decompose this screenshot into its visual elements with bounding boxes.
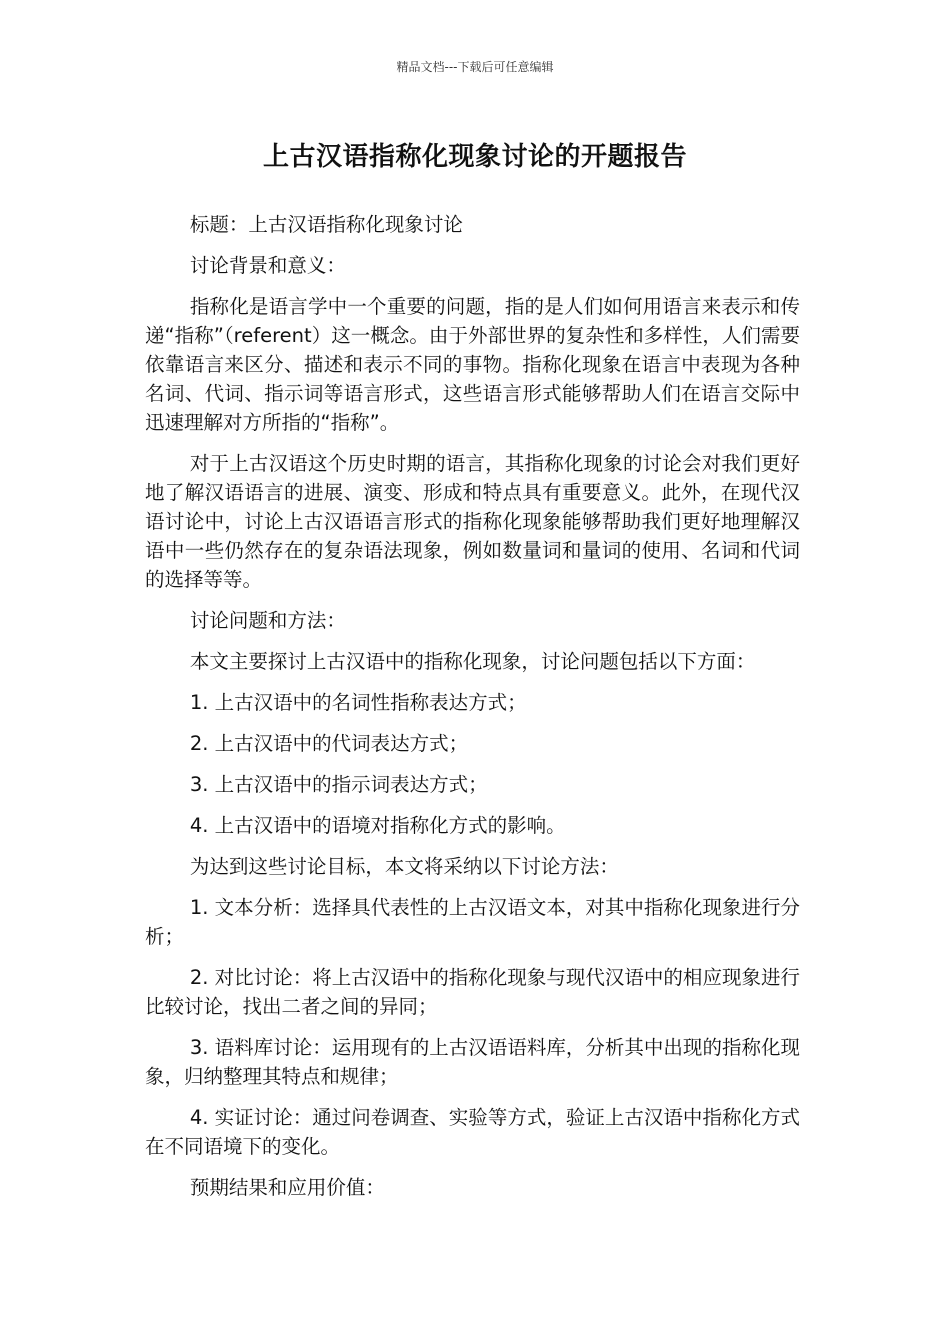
list-item-question-3: 3. 上古汉语中的指示词表达方式； bbox=[189, 773, 488, 796]
list-item-method-2: 2. 对比讨论：将上古汉语中的指称化现象与现代汉语中的相应现象进行比较讨论，找出二者之间的异同； bbox=[145, 966, 800, 1018]
section-heading-results: 预期结果和应用价值： bbox=[189, 1176, 385, 1199]
document-title: 上古汉语指称化现象讨论的开题报告 bbox=[262, 142, 687, 172]
list-item-question-2: 2. 上古汉语中的代词表达方式； bbox=[189, 732, 469, 755]
document-body bbox=[145, 210, 800, 1214]
paragraph-background-1: 指称化是语言学中一个重要的问题，指的是人们如何用语言来表示和传递“指称”（referent）这一概念。由于外部世界的复杂性和多样性，人们需要依靠语言来区分、描述和表示不同的事物。指称化现象在语言中表现为各种名词、代词、指示词等语言形式，这些语言形式能够帮助人们在语言交际中迅速理解对方所指的“指称”。 bbox=[145, 295, 800, 434]
list-item-question-4: 4. 上古汉语中的语境对指称化方式的影响。 bbox=[189, 814, 566, 837]
section-heading-background: 讨论背景和意义： bbox=[189, 254, 346, 277]
header-note: 精品文档---下载后可任意编辑 bbox=[396, 60, 554, 74]
paragraph-heading-title: 标题：上古汉语指称化现象讨论 bbox=[189, 213, 463, 236]
paragraph-questions-intro: 本文主要探讨上古汉语中的指称化现象，讨论问题包括以下方面： bbox=[189, 650, 756, 673]
paragraph-background-2: 对于上古汉语这个历史时期的语言，其指称化现象的讨论会对我们更好地了解汉语语言的进展、演变、形成和特点具有重要意义。此外，在现代汉语讨论中，讨论上古汉语语言形式的指称化现象能够帮助我们更好地理解汉语中一些仍然存在的复杂语法现象，例如数量词和量词的使用、名词和代词的选择等等。 bbox=[145, 452, 800, 591]
section-heading-methods: 讨论问题和方法： bbox=[189, 609, 346, 632]
paragraph-methods-intro: 为达到这些讨论目标，本文将采纳以下讨论方法： bbox=[189, 855, 619, 878]
list-item-method-3: 3. 语料库讨论：运用现有的上古汉语语料库，分析其中出现的指称化现象，归纳整理其特点和规律； bbox=[145, 1036, 800, 1088]
list-item-method-1: 1. 文本分析：选择具代表性的上古汉语文本，对其中指称化现象进行分析； bbox=[145, 896, 800, 948]
list-item-question-1: 1. 上古汉语中的名词性指称表达方式； bbox=[189, 691, 527, 714]
list-item-method-4: 4. 实证讨论：通过问卷调查、实验等方式，验证上古汉语中指称化方式在不同语境下的变化。 bbox=[145, 1106, 800, 1158]
